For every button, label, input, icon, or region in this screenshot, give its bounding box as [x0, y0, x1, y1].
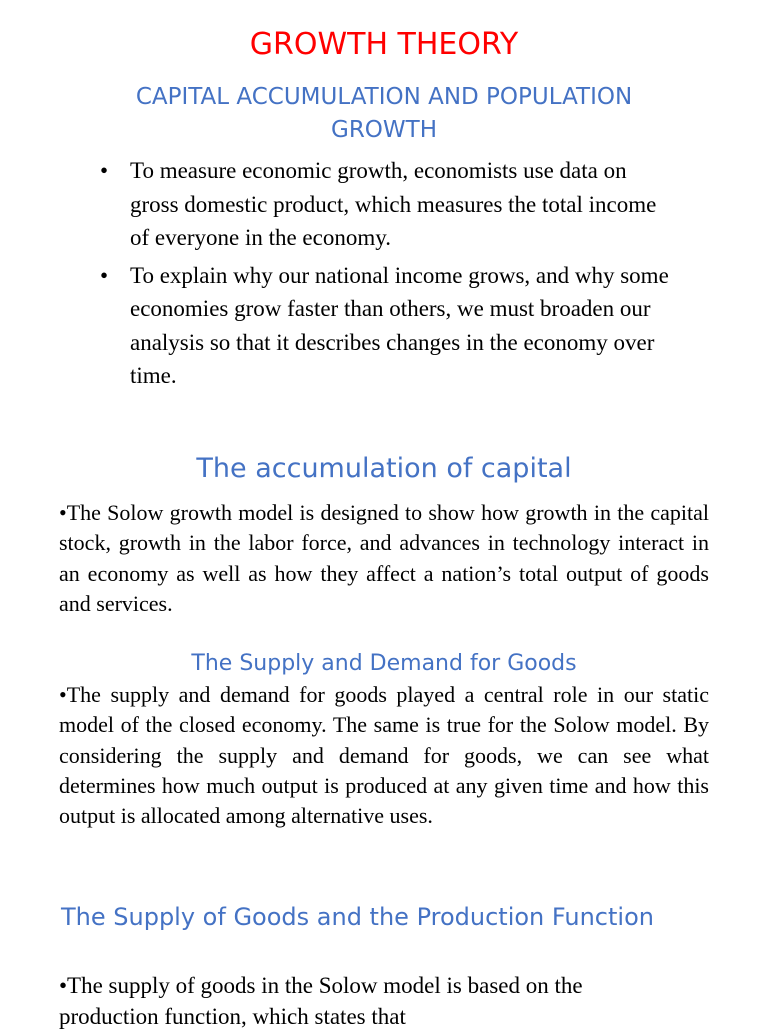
intro-bullet-text: To explain why our national income grows, and why some economies grow faster than others, we must broaden our analysis so that it describes changes in the economy over time.	[130, 262, 669, 388]
intro-bullet-item	[100, 154, 680, 255]
intro-bullet-list	[100, 154, 680, 397]
intro-bullet-text: To measure economic growth, economists use data on gross domestic product, which measures the total income of everyone in the economy.	[130, 158, 657, 250]
section-heading-supply-demand: The Supply and Demand for Goods	[191, 651, 577, 676]
intro-bullet-item	[100, 259, 680, 393]
page-subtitle: CAPITAL ACCUMULATION AND POPULATION GROWTH	[135, 84, 633, 143]
page-title: GROWTH THEORY	[249, 27, 519, 62]
section-text-capital: •The Solow growth model is designed to show how growth in the capital stock, growth in the labor force, and advances in technology interact in an economy as well as how they affect a nation’s total output of goods and services.	[59, 500, 709, 616]
section-text-production: •The supply of goods in the Solow model is based on the production function, which states that	[59, 973, 583, 1029]
section-heading-production: The Supply of Goods and the Production Function	[61, 903, 654, 931]
bullet-icon: •	[100, 158, 109, 183]
bullet-icon: •	[100, 262, 109, 288]
section-heading-capital: The accumulation of capital	[196, 453, 572, 484]
section-text-supply-demand: •The supply and demand for goods played a central role in our static model of the closed economy. The same is true for the Solow model. By considering the supply and demand for goods, we can see what determines how much output is produced at any given time and how this output is allocated among alternative uses.	[59, 682, 709, 829]
